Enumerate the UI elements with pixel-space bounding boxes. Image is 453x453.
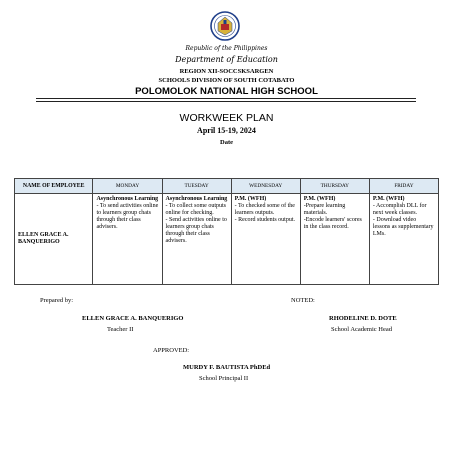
header-employee: NAME OF EMPLOYEE — [15, 179, 93, 194]
task-item: - To collect some outputs online for checking. — [165, 203, 227, 217]
mode-label: P.M. (WFH) — [372, 196, 405, 202]
prepared-by-label: Prepared by: — [40, 297, 74, 304]
prepared-by-title: Teacher II — [107, 326, 134, 333]
date-label: Date — [220, 139, 233, 146]
task-item: -Prepare learning materials. — [303, 203, 346, 217]
region-line: REGION XII-SOCCSKSARGEN — [179, 68, 274, 75]
header-wednesday: WEDNESDAY — [231, 179, 300, 194]
task-item: - Send activities online to learners group chats through their class advisers. — [165, 217, 227, 245]
thursday-cell — [300, 194, 369, 285]
page-title: WORKWEEK PLAN — [179, 112, 274, 124]
approved-name: MURDY F. BAUTISTA PhDEd — [183, 364, 271, 371]
noted-name: RHODELINE D. DOTE — [329, 315, 397, 322]
header-friday: FRIDAY — [369, 179, 438, 194]
division-line: SCHOOLS DIVISION OF SOUTH COTABATO — [158, 77, 295, 84]
task-item: - Download video lessons as supplementary LMs. — [372, 217, 434, 238]
mode-label: Asynchronous Learning — [96, 196, 159, 202]
table-header-row — [15, 179, 439, 194]
prepared-by-name: ELLEN GRACE A. BANQUERIGO — [82, 315, 184, 322]
header-thursday: THURSDAY — [300, 179, 369, 194]
school-name: POLOMOLOK NATIONAL HIGH SCHOOL — [135, 86, 318, 97]
tuesday-cell — [162, 194, 231, 285]
mode-label: P.M. (WFH) — [234, 196, 267, 202]
wednesday-cell — [231, 194, 300, 285]
task-item: - To checked some of the learners outputs. — [234, 203, 295, 217]
header-monday: MONDAY — [93, 179, 162, 194]
task-item: - To send activities online to learners group chats through their class advisers. — [96, 203, 159, 231]
republic-line: Republic of the Philippines — [185, 45, 268, 52]
workweek-table — [14, 178, 439, 285]
noted-title: School Academic Head — [331, 326, 393, 333]
header-tuesday: TUESDAY — [162, 179, 231, 194]
mode-label: P.M. (WFH) — [303, 196, 336, 202]
department-line: Department of Education — [175, 55, 278, 64]
task-item: -Encode learners' scores in the class record. — [303, 217, 362, 231]
approved-label: APPROVED: — [153, 347, 190, 354]
date-range: April 15-19, 2024 — [197, 126, 256, 135]
monday-cell — [93, 194, 162, 285]
approved-title: School Principal II — [199, 375, 249, 382]
header-rule — [36, 98, 416, 99]
noted-label: NOTED: — [291, 297, 315, 304]
mode-label: Asynchronous Learning — [165, 196, 228, 202]
employee-name-cell: ELLEN GRACE A. BANQUERIGO — [15, 194, 93, 285]
friday-cell — [369, 194, 438, 285]
deped-seal-logo — [210, 11, 240, 41]
task-item: - Record students output. — [234, 217, 295, 224]
table-row — [15, 194, 439, 285]
header-rule-thin — [36, 101, 416, 102]
task-item: - Accomplish DLL for next week classes. — [372, 203, 427, 217]
